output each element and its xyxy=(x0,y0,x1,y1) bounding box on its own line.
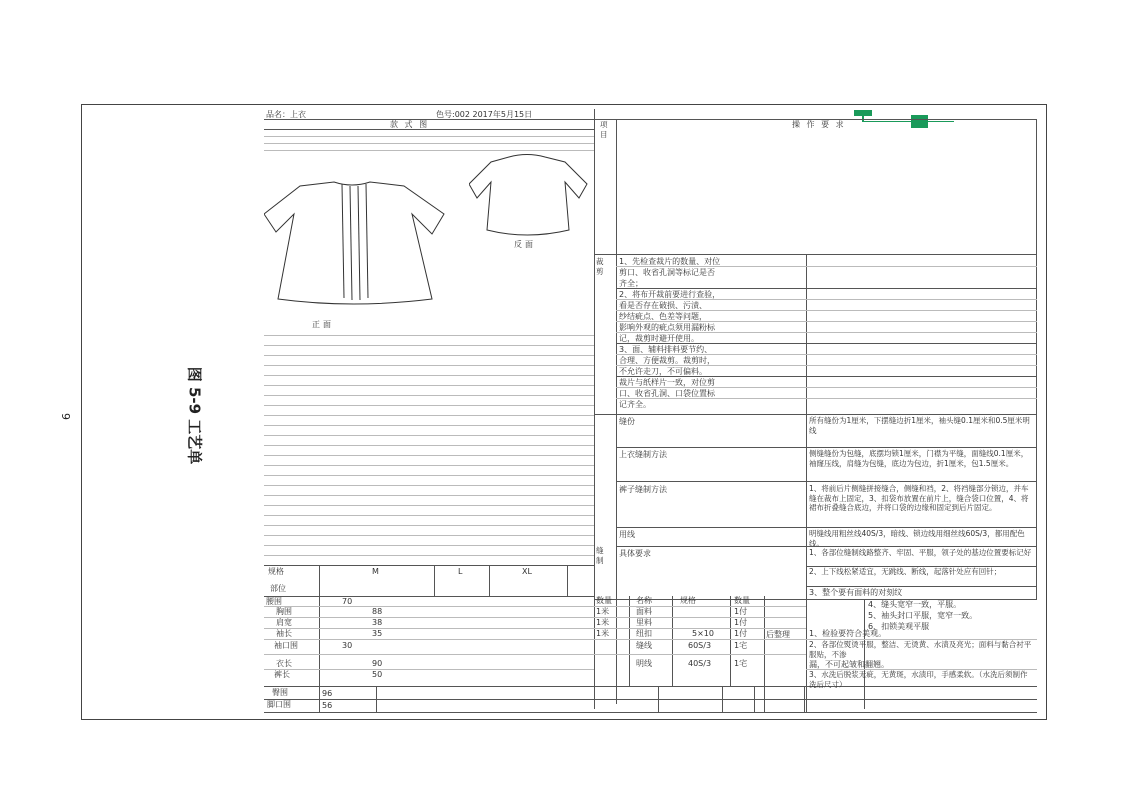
mat-q1-1: 1米 xyxy=(596,607,610,616)
size-val-3: 38 xyxy=(372,618,383,627)
size-part-8: 臀围 xyxy=(272,688,288,697)
mat-name-4: 缝线 xyxy=(636,641,652,650)
sewing-label: 缝制 xyxy=(596,546,604,565)
size-header-label: 规格 xyxy=(268,567,284,576)
cutting-line-7: 影响外观的疵点须用漏粉标 xyxy=(619,323,715,332)
mat-spec-3: 5×10 xyxy=(692,629,714,638)
cutting-line-3: 齐全； xyxy=(619,279,643,288)
sew-item-5: 具体要求 xyxy=(619,549,651,558)
mat-spec-5: 40S/3 xyxy=(688,659,712,668)
mat-name-5: 明线 xyxy=(636,659,652,668)
finish-line-2: 2、各部位熨烫平服，整洁、无烫黄、水渍及亮光；面料与黏合衬平服贴，不渗 xyxy=(809,640,1032,659)
sew-extra-4: 5、袖头封口平服，宽窄一致。 xyxy=(868,611,978,620)
size-val-7: 50 xyxy=(372,670,383,679)
mat-q2-1: 1付 xyxy=(734,607,748,616)
process-sheet xyxy=(264,109,1037,714)
size-l: L xyxy=(458,567,463,576)
color-date: 色号:002 2017年5月15日 xyxy=(436,110,533,119)
mat-q1-2: 1米 xyxy=(596,618,610,627)
mat-q2-3: 1付 xyxy=(734,629,748,638)
finish-line-4: 3、水洗后脱浆无疵，无黄斑，水渍印，手感柔软。（水洗后须制作洗后尺寸） xyxy=(809,670,1028,689)
cutting-line-10: 合理、方便裁剪。裁剪时， xyxy=(619,356,715,365)
style-name: 品名：上衣 xyxy=(266,110,306,119)
size-val-5: 30 xyxy=(342,641,353,650)
size-part-label: 部位 xyxy=(270,584,286,593)
finishing-label: 后整理 xyxy=(766,630,790,639)
sew-extra-3: 4、缝头宽窄一致，平服。 xyxy=(868,600,962,609)
cutting-line-9: 3、面、辅料排料要节约、 xyxy=(619,345,713,354)
green-connector-h xyxy=(862,121,912,122)
back-garment-sketch xyxy=(469,152,589,247)
sew-extra-2: 3、整个要有面料的对刻纹 xyxy=(809,588,903,597)
cutting-line-12: 裁片与纸样片一致，对位剪 xyxy=(619,378,715,387)
finish-line-3: 漏，不可起皱和翻翘。 xyxy=(809,660,889,669)
operation-title: 操 作 要 求 xyxy=(792,120,846,129)
cutting-line-5: 看是否存在破损、污渍、 xyxy=(619,301,707,310)
cutting-line-1: 1、先检查裁片的数量、对位 xyxy=(619,257,721,266)
sew-item-2: 上衣缝制方法 xyxy=(619,450,667,459)
cutting-line-14: 记齐全。 xyxy=(619,400,651,409)
size-part-4: 袖长 xyxy=(276,629,292,638)
cutting-line-13: 口、收省孔洞、口袋位置标 xyxy=(619,389,715,398)
sew-req-3: 1、将前后片侧缝拼接缝合，侧缝和裆，2、将裆缝部分锁边，并车缝在裁布上固定，3、扣袋布放置在前片上，缝合袋口位置，4、将裙布折叠缝合底边，并将口袋的边缘和固定到后片固定。 xyxy=(809,484,1029,512)
sew-item-4: 用线 xyxy=(619,530,635,539)
cutting-label: 裁剪 xyxy=(596,257,604,276)
cutting-line-6: 纱结疵点、色差等问题， xyxy=(619,312,707,321)
size-m: M xyxy=(372,567,379,576)
mat-name-3: 纽扣 xyxy=(636,629,652,638)
size-part-2: 胸围 xyxy=(276,607,292,616)
size-part-6: 衣长 xyxy=(276,659,292,668)
sew-extra-5: 6、扣锁美观平服 xyxy=(868,622,930,631)
sew-req-2: 侧缝缝份为包缝，底摆均锁1厘米，门襟为平缝，面缝线0.1厘米，袖窿压线，肩缝为包缝，底边为包边，折1厘米，包1.5厘米。 xyxy=(809,449,1029,468)
mat-header-name: 名称 xyxy=(636,596,652,605)
style-drawing-title: 款 式 图 xyxy=(390,120,430,129)
front-garment-sketch xyxy=(264,174,454,314)
size-val-9: 56 xyxy=(322,701,333,710)
cutting-line-2: 剪口、收省孔洞等标记是否 xyxy=(619,268,715,277)
sew-item-1: 缝份 xyxy=(619,417,635,426)
mat-header-qty: 数量 xyxy=(596,596,612,605)
sew-req-4: 明缝线用粗丝线40S/3，暗线、锁边线用细丝线60S/3，都用配色线。 xyxy=(809,529,1025,548)
mat-q2-2: 1付 xyxy=(734,618,748,627)
size-val-1: 70 xyxy=(342,597,353,606)
figure-caption: 图 5-9 工艺单 xyxy=(185,366,204,465)
green-connector-r xyxy=(926,121,954,122)
mat-header-qty2: 数量 xyxy=(734,596,750,605)
mat-name-2: 里料 xyxy=(636,618,652,627)
back-label: 反面 xyxy=(514,240,536,249)
size-part-1: 腰围 xyxy=(266,597,282,606)
front-label: 正面 xyxy=(312,320,334,329)
size-val-2: 88 xyxy=(372,607,383,616)
size-val-6: 90 xyxy=(372,659,383,668)
sew-extra-1: 2、上下线松紧适宜，无跳线、断线，起落针处应有回针； xyxy=(809,567,1002,576)
mat-name-1: 面料 xyxy=(636,607,652,616)
size-xl: XL xyxy=(522,567,532,576)
sew-item-3: 裤子缝制方法 xyxy=(619,485,667,494)
cutting-line-11: 不允许走刀，不可偏料。 xyxy=(619,367,707,376)
size-val-8: 96 xyxy=(322,689,333,698)
mat-q1-3: 1米 xyxy=(596,629,610,638)
sew-req-1: 所有缝份为1厘米，下摆缝边折1厘米，袖头缝0.1厘米和0.5厘米明线 xyxy=(809,416,1030,435)
mat-q2-4: 1宅 xyxy=(734,641,748,650)
size-part-5: 袖口围 xyxy=(274,641,298,650)
size-part-7: 裤长 xyxy=(274,670,290,679)
mat-header-spec: 规格 xyxy=(680,596,696,605)
size-part-3: 肩宽 xyxy=(276,618,292,627)
size-val-4: 35 xyxy=(372,629,383,638)
item-label: 项目 xyxy=(600,120,608,139)
finish-line-1: 1、检验要符合美观。 xyxy=(809,629,887,638)
page-number: 9 xyxy=(59,413,72,420)
mat-spec-4: 60S/3 xyxy=(688,641,712,650)
cutting-line-8: 记，裁剪时避开使用。 xyxy=(619,334,699,343)
sew-req-5: 1、各部位缝制线路整齐、牢固、平服，领子处的基边位置要标记好 xyxy=(809,548,1032,557)
size-part-9: 脚口围 xyxy=(267,700,291,709)
mat-q2-5: 1宅 xyxy=(734,659,748,668)
cutting-line-4: 2、将布开裁前要进行查验， xyxy=(619,290,721,299)
